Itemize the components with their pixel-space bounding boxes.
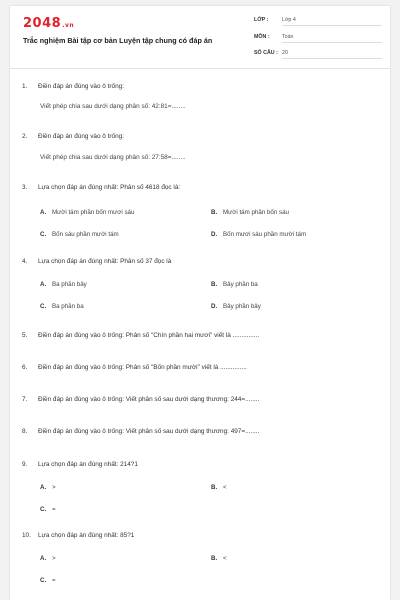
question-text: 8. Điền đáp án đúng vào ô trống: Viết phân số sau dưới dạng thương: 497=........: [22, 428, 260, 435]
answer-option-c[interactable]: C. Ba phần ba: [40, 303, 84, 310]
answer-option-a[interactable]: A. Mười tám phần bốn mươi sáu: [40, 209, 135, 216]
answer-option-c[interactable]: C. =: [40, 577, 56, 584]
meta-label: MÔN :: [254, 34, 270, 40]
question-text: 10. Lựa chọn đáp án đúng nhất: 85?1: [22, 532, 135, 539]
meta-question-count: [254, 50, 382, 61]
answer-option-d[interactable]: D. Bảy phần bảy: [211, 303, 261, 310]
meta-label: SỐ CÂU :: [254, 50, 278, 56]
question-text: 1. Điền đáp án đúng vào ô trống:: [22, 83, 124, 90]
answer-option-b[interactable]: B. <: [211, 484, 227, 491]
question-text: 2. Điền đáp án đúng vào ô trống:: [22, 133, 124, 140]
question-text: 4. Lựa chọn đáp án đúng nhất: Phân số 37 đọc là: [22, 258, 172, 265]
answer-option-b[interactable]: B. Mười tám phần bốn sáu: [211, 209, 289, 216]
answer-option-a[interactable]: A. Ba phần bảy: [40, 281, 87, 288]
question-text: 9. Lựa chọn đáp án đúng nhất: 214?1: [22, 461, 138, 468]
meta-value: Toán: [282, 34, 294, 40]
answer-option-a[interactable]: A. >: [40, 484, 56, 491]
answer-option-a[interactable]: A. >: [40, 555, 56, 562]
document-title: Trắc nghiệm Bài tập cơ bản Luyện tập chung có đáp án: [23, 36, 213, 45]
question-text: 6. Điền đáp án đúng vào ô trống: Phân số "Bốn phần mười" viết là ...............: [22, 364, 247, 371]
answer-option-b[interactable]: B. Bảy phần ba: [211, 281, 258, 288]
meta-class: [254, 17, 382, 28]
meta-value: Lớp 4: [282, 17, 296, 23]
question-subtext: Viết phép chia sau dưới dạng phân số: 42:81=........: [40, 103, 186, 110]
question-text: 3. Lựa chọn đáp án đúng nhất: Phân số 4618 đọc là:: [22, 184, 181, 191]
meta-label: LỚP :: [254, 17, 269, 23]
worksheet-header: [10, 6, 390, 69]
divider: [282, 42, 382, 43]
question-text: 5. Điền đáp án đúng vào ô trống: Phân số "Chín phần hai mươi" viết là ...............: [22, 332, 260, 339]
question-text: 7. Điền đáp án đúng vào ô trống: Viết phân số sau dưới dạng thương: 244=........: [22, 396, 260, 403]
divider: [282, 58, 382, 59]
question-subtext: Viết phép chia sau dưới dạng phân số: 27:58=........: [40, 154, 186, 161]
answer-option-b[interactable]: B. <: [211, 555, 227, 562]
worksheet-page: [10, 6, 390, 600]
divider: [282, 25, 382, 26]
answer-option-d[interactable]: D. Bốn mươi sáu phần mười tám: [211, 231, 307, 238]
answer-option-c[interactable]: C. Bốn sáu phần mười tám: [40, 231, 119, 238]
answer-option-c[interactable]: C. =: [40, 506, 56, 513]
meta-value: 20: [282, 50, 288, 56]
meta-subject: [254, 34, 382, 45]
site-logo[interactable]: 2048.vn: [23, 16, 75, 31]
